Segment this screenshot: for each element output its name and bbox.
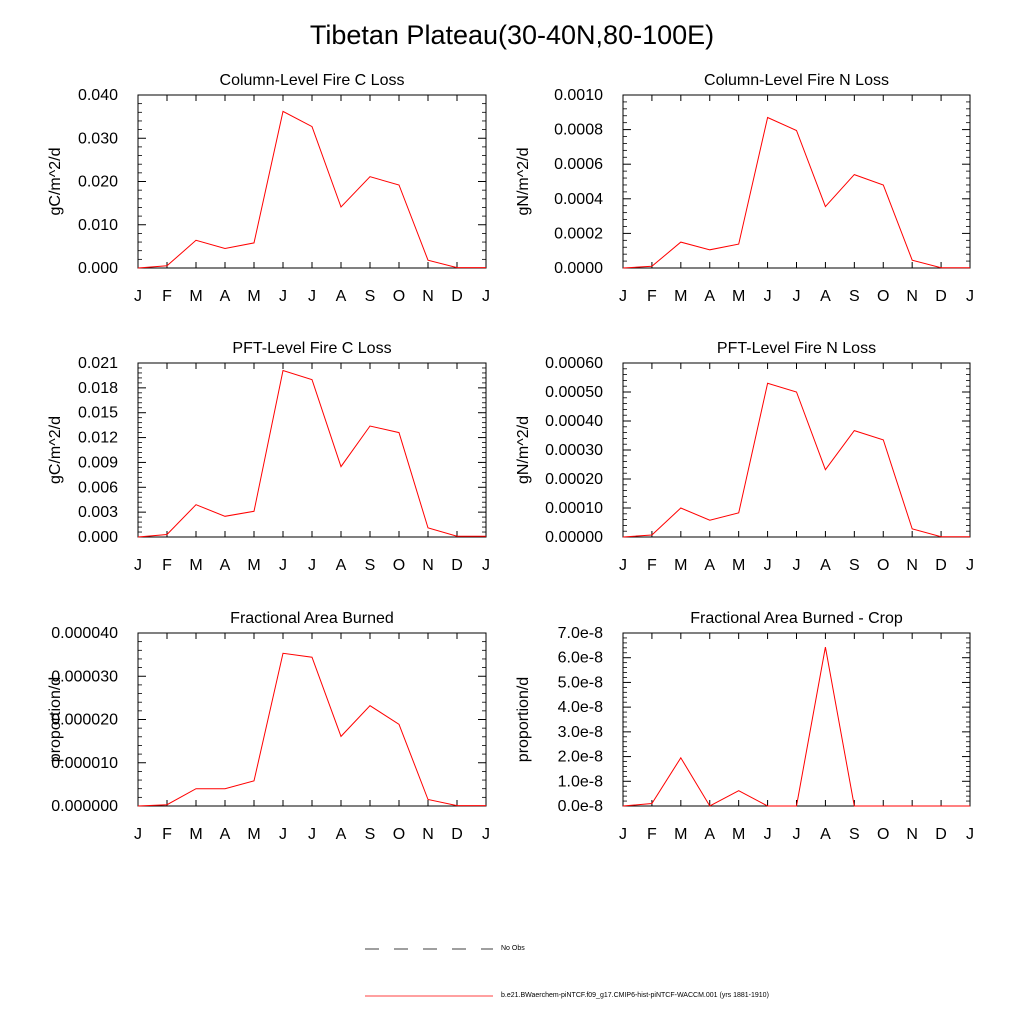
panel-1 <box>47 72 490 305</box>
y-tick-label: 0.020 <box>77 173 118 191</box>
x-tick-label: S <box>848 826 860 843</box>
x-tick-label: J <box>619 288 627 305</box>
x-tick-label: N <box>906 826 918 843</box>
x-tick-label: A <box>820 826 831 843</box>
x-tick-label: F <box>162 826 172 843</box>
x-tick-label: J <box>134 826 142 843</box>
panel-title: Fractional Area Burned - Crop <box>690 610 903 627</box>
x-tick-label: N <box>906 288 918 305</box>
y-tick-label: 0.003 <box>77 504 118 522</box>
y-tick-label: 0.000 <box>77 260 118 277</box>
x-tick-label: F <box>647 557 657 574</box>
x-tick-label: M <box>247 826 261 843</box>
x-tick-label: J <box>763 288 772 305</box>
y-axis-label: gN/m^2/d <box>515 416 532 484</box>
y-tick-label: 3.0e-8 <box>557 723 603 741</box>
x-tick-label: J <box>308 826 316 843</box>
x-tick-label: D <box>451 557 463 574</box>
x-tick-label: D <box>451 826 463 843</box>
x-tick-label: A <box>820 288 831 305</box>
x-tick-label: S <box>364 826 376 843</box>
y-tick-label: 0.000 <box>77 529 118 546</box>
y-tick-label: 0.00000 <box>545 529 603 546</box>
y-tick-label: 0.000010 <box>51 754 118 772</box>
panel-title: PFT-Level Fire C Loss <box>232 340 392 357</box>
y-tick-label: 0.00040 <box>545 413 603 430</box>
x-tick-label: A <box>219 826 231 843</box>
x-tick-label: J <box>134 288 142 305</box>
x-tick-label: O <box>877 557 890 574</box>
x-tick-label: M <box>247 288 261 305</box>
x-tick-label: S <box>364 557 376 574</box>
y-tick-label: 2.0e-8 <box>557 748 603 766</box>
panel-5 <box>47 610 490 843</box>
plot-frame <box>138 95 486 268</box>
panel-2 <box>515 72 974 305</box>
panel-title: Fractional Area Burned <box>230 610 394 627</box>
x-tick-label: S <box>364 288 376 305</box>
x-tick-label: D <box>935 288 947 305</box>
y-tick-label: 0.0002 <box>554 225 603 243</box>
y-tick-label: 0.00030 <box>545 442 603 459</box>
x-tick-label: S <box>848 557 860 574</box>
x-tick-label: N <box>906 557 918 574</box>
y-axis-label: gN/m^2/d <box>515 147 532 216</box>
y-tick-label: 6.0e-8 <box>557 649 603 667</box>
x-tick-label: J <box>134 557 142 574</box>
x-tick-label: J <box>279 288 287 305</box>
series-line <box>138 111 486 268</box>
panel-title: Column-Level Fire N Loss <box>704 72 889 89</box>
y-tick-label: 0.00010 <box>545 500 603 517</box>
y-tick-label: 0.006 <box>77 479 118 497</box>
x-tick-label: A <box>335 826 347 843</box>
x-tick-label: A <box>219 288 231 305</box>
x-tick-label: D <box>451 288 463 305</box>
x-tick-label: J <box>966 288 974 305</box>
x-tick-label: M <box>732 557 746 574</box>
x-tick-label: S <box>848 288 860 305</box>
x-tick-label: A <box>335 557 347 574</box>
x-tick-label: J <box>763 826 772 843</box>
x-tick-label: J <box>619 557 627 574</box>
legend-label-no-obs: No Obs <box>501 945 525 952</box>
x-tick-label: M <box>732 288 746 305</box>
panel-3 <box>47 340 490 574</box>
x-tick-label: N <box>422 557 434 574</box>
x-tick-label: A <box>704 826 716 843</box>
x-tick-label: A <box>704 288 716 305</box>
legend-line-solid <box>365 989 495 1003</box>
legend-item-model <box>365 989 865 1003</box>
y-tick-label: 0.000020 <box>51 711 118 729</box>
x-tick-label: O <box>392 288 406 305</box>
y-tick-label: 0.000030 <box>51 668 118 686</box>
x-tick-label: O <box>877 826 890 843</box>
y-tick-label: 4.0e-8 <box>557 699 603 717</box>
plot-frame <box>623 633 970 806</box>
x-tick-label: A <box>704 557 716 574</box>
plot-frame <box>623 95 970 268</box>
y-tick-label: 0.018 <box>77 379 118 397</box>
x-tick-label: F <box>162 288 172 305</box>
x-tick-label: J <box>308 557 316 574</box>
x-tick-label: A <box>219 557 231 574</box>
x-tick-label: M <box>247 557 261 574</box>
x-tick-label: J <box>279 557 287 574</box>
x-tick-label: J <box>279 826 287 843</box>
y-tick-label: 0.000000 <box>51 798 118 815</box>
x-tick-label: M <box>732 826 746 843</box>
y-tick-label: 0.030 <box>77 130 118 148</box>
page-title: Tibetan Plateau(30-40N,80-100E) <box>309 20 715 50</box>
x-tick-label: F <box>647 826 657 843</box>
y-tick-label: 0.040 <box>77 87 118 104</box>
x-tick-label: M <box>674 826 688 843</box>
y-tick-label: 0.000040 <box>51 625 118 642</box>
x-tick-label: J <box>792 288 801 305</box>
y-tick-label: 0.00050 <box>545 384 603 401</box>
y-tick-label: 0.009 <box>77 454 118 472</box>
legend-item-no-obs <box>365 942 525 956</box>
x-tick-label: D <box>935 557 947 574</box>
x-tick-label: M <box>189 557 203 574</box>
series-line <box>623 647 970 806</box>
y-tick-label: 0.010 <box>77 216 118 234</box>
x-tick-label: J <box>482 288 490 305</box>
panel-4 <box>515 340 974 574</box>
y-tick-label: 5.0e-8 <box>557 674 603 692</box>
x-tick-label: J <box>308 288 316 305</box>
x-tick-label: D <box>935 826 947 843</box>
y-axis-label: gC/m^2/d <box>47 147 64 216</box>
y-tick-label: 0.015 <box>77 404 118 422</box>
x-tick-label: J <box>482 557 490 574</box>
x-tick-label: M <box>189 826 203 843</box>
y-tick-label: 0.021 <box>77 355 118 372</box>
x-tick-label: J <box>763 557 772 574</box>
y-tick-label: 7.0e-8 <box>557 625 603 642</box>
x-tick-label: M <box>674 288 688 305</box>
series-line <box>138 371 486 538</box>
y-tick-label: 0.0000 <box>554 260 603 277</box>
plot-frame <box>623 363 970 537</box>
x-tick-label: A <box>335 288 347 305</box>
y-tick-label: 0.0006 <box>554 156 603 174</box>
x-tick-label: J <box>792 557 801 574</box>
panel-title: PFT-Level Fire N Loss <box>716 340 877 357</box>
x-tick-label: M <box>189 288 203 305</box>
x-tick-label: A <box>820 557 831 574</box>
x-tick-label: F <box>647 288 657 305</box>
y-tick-label: 0.0004 <box>554 190 603 208</box>
x-tick-label: N <box>422 288 434 305</box>
series-line <box>623 383 970 537</box>
y-tick-label: 1.0e-8 <box>557 773 603 791</box>
y-axis-label: gC/m^2/d <box>47 416 64 484</box>
y-axis-label: proportion/d <box>515 676 532 763</box>
y-tick-label: 0.0e-8 <box>557 798 603 815</box>
series-line <box>138 653 486 806</box>
y-tick-label: 0.00060 <box>545 355 603 372</box>
y-tick-label: 0.0008 <box>554 121 603 139</box>
x-tick-label: N <box>422 826 434 843</box>
y-tick-label: 0.012 <box>77 429 118 447</box>
x-tick-label: J <box>966 826 974 843</box>
x-tick-label: J <box>966 557 974 574</box>
legend-label-model: b.e21.BWaerchem-piNTCF.f09_g17.CMIP6-hist-piNTCF-WACCM.001 (yrs 1881-1910) <box>501 992 769 999</box>
x-tick-label: F <box>162 557 172 574</box>
x-tick-label: J <box>792 826 801 843</box>
plot-frame <box>138 633 486 806</box>
y-tick-label: 0.0010 <box>554 87 603 104</box>
x-tick-label: O <box>392 557 406 574</box>
y-tick-label: 0.00020 <box>545 471 603 488</box>
legend-line-dashed <box>365 942 495 956</box>
series-line <box>623 118 970 269</box>
x-tick-label: M <box>674 557 688 574</box>
x-tick-label: O <box>877 288 890 305</box>
x-tick-label: J <box>482 826 490 843</box>
y-axis-label: proportion/d <box>47 676 64 763</box>
x-tick-label: O <box>392 826 406 843</box>
panel-6 <box>515 610 974 843</box>
x-tick-label: J <box>619 826 627 843</box>
panel-title: Column-Level Fire C Loss <box>219 72 405 89</box>
